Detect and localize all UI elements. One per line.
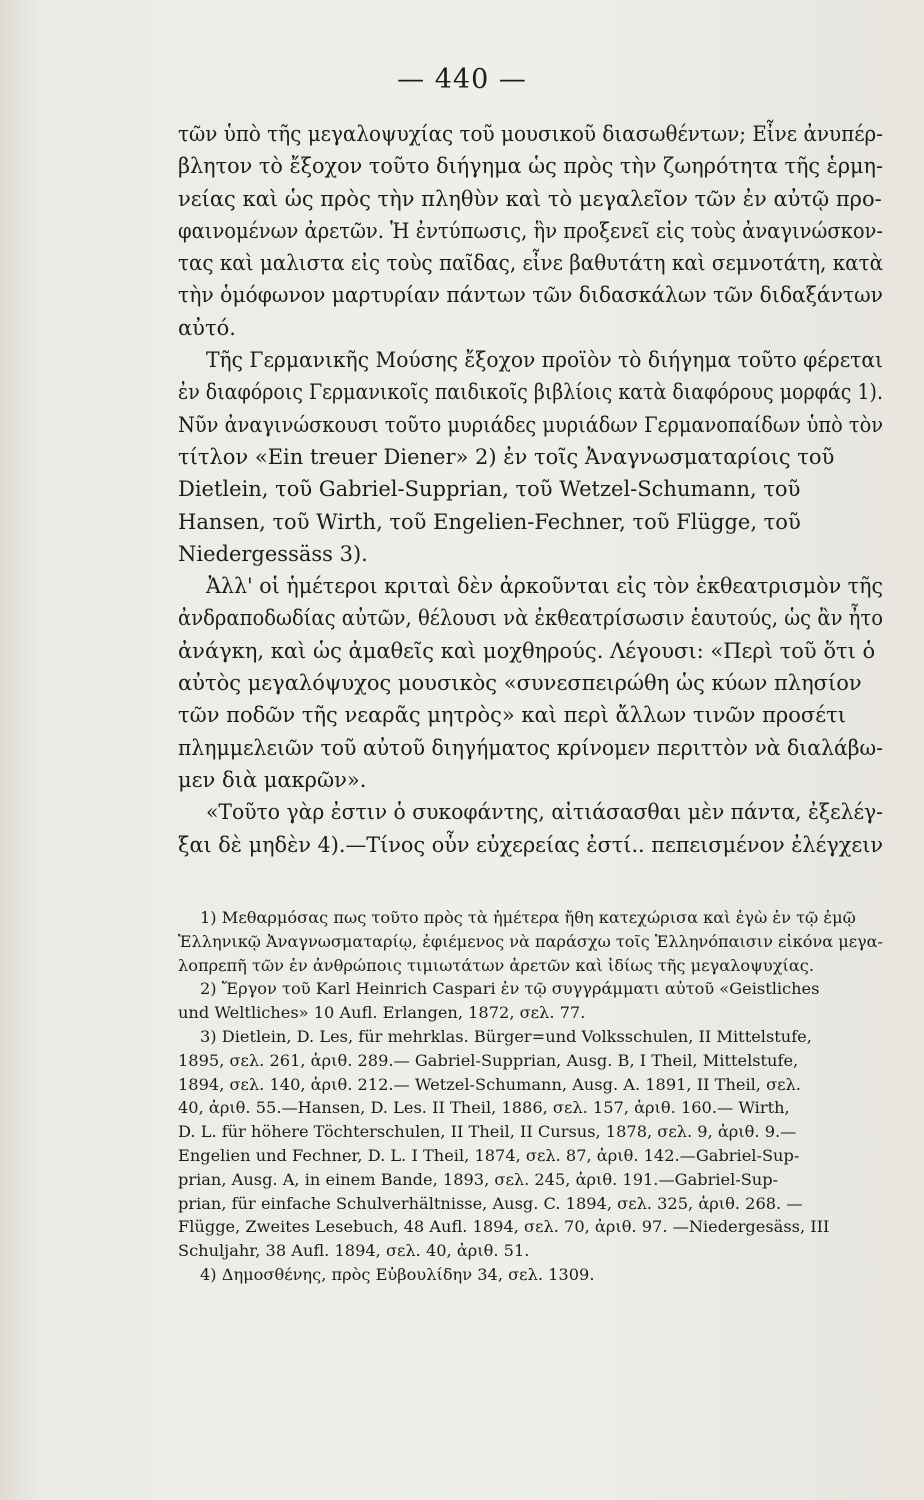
page-number: — 440 — [397,64,527,95]
text-line: βλητον τὸ ἔξοχον τοῦτο διήγημα ὡς πρὸς τὴν ζωηρότητα τῆς ἑρμη- [178,154,883,179]
text-line: τὴν ὁμόφωνον μαρτυρίαν πάντων τῶν διδασκάλων τῶν διδαξάντων [178,283,883,308]
text-line: Dietlein, τοῦ Gabriel-Supprian, τοῦ Wetzel-Schumann, τοῦ [178,477,801,502]
text-line: αὐτό. [178,315,236,340]
footnote-line: Engelien und Fechner, D. L. I Theil, 1874, σελ. 87, ἀριθ. 142.—Gabriel-Sup- [178,1145,800,1165]
text-line: μεν διὰ μακρῶν». [178,767,367,792]
footnote-line: Flügge, Zweites Lesebuch, 48 Aufl. 1894, σελ. 70, ἀριθ. 97. —Niedergesäss, III [178,1217,830,1237]
text-line: αὐτὸς μεγαλόψυχος μουσικὸς «συνεσπειρώθη ὡς κύων πλησίον [178,671,862,696]
text-line: τίτλον «Ein treuer Diener» 2) ἐν τοῖς Ἀναγνωσματαρίοις τοῦ [178,444,835,469]
text-line: Τῆς Γερμανικῆς Μούσης ἔξοχον προϊὸν τὸ διήγημα τοῦτο φέρεται [206,348,883,373]
text-line: Niedergessäss 3). [178,541,368,566]
text-line: ξαι δὲ μηδὲν 4).—Τίνος οὖν εὐχερείας ἐστί.. πεπεισμένον ἐλέγχειν [178,832,883,857]
footnote-line: 4) Δημοσθένης, πρὸς Εὐβουλίδην 34, σελ. 1309. [200,1264,595,1284]
footnote-line: D. L. für höhere Töchterschulen, II Theil, II Cursus, 1878, σελ. 9, ἀριθ. 9.— [178,1122,797,1142]
footnote-line: und Weltliches» 10 Aufl. Erlangen, 1872, σελ. 77. [178,1003,586,1023]
text-line: τας καὶ μαλιστα εἰς τοὺς παῖδας, εἶνε βαθυτάτη καὶ σεμνοτάτη, κατὰ [178,251,883,276]
text-line: νείας καὶ ὡς πρὸς τὴν πληθὺν καὶ τὸ μεγαλεῖον τῶν ἐν αὐτῷ προ- [178,186,882,211]
text-line: ἀνάγκη, καὶ ὡς ἀμαθεῖς καὶ μοχθηρούς. Λέγουσι: «Περὶ τοῦ ὅτι ὁ [178,638,876,663]
footnote-line: 1894, σελ. 140, ἀριθ. 212.— Wetzel-Schumann, Ausg. A. 1891, II Theil, σελ. [178,1074,801,1094]
main-text [178,118,883,861]
text-line: «Τοῦτο γὰρ ἐστιν ὁ συκοφάντης, αἰτιάσασθαι μὲν πάντα, ἐξελέγ- [206,800,883,825]
footnote-line: 3) Dietlein, D. Les, für mehrklas. Bürger=und Volksschulen, II Mittelstufe, [200,1026,812,1046]
text-line: φαινομένων ἀρετῶν. Ἡ ἐντύπωσις, ἣν προξενεῖ εἰς τοὺς ἀναγινώσκον- [178,218,883,243]
footnote-line: 2) Ἔργον τοῦ Karl Heinrich Caspari ἐν τῷ συγγράμματι αὐτοῦ «Geistliches [200,979,820,999]
text-line: τῶν ὑπὸ τῆς μεγαλοψυχίας τοῦ μουσικοῦ διασωθέντων; Εἶνε ἀνυπέρ- [178,122,883,146]
text-line: τῶν ποδῶν τῆς νεαρᾶς μητρὸς» καὶ περὶ ἄλλων τινῶν προσέτι [178,703,846,728]
footnote-line: 40, ἀριθ. 55.—Hansen, D. Les. II Theil, 1886, σελ. 157, ἀριθ. 160.— Wirth, [178,1098,790,1118]
text-line: Hansen, τοῦ Wirth, τοῦ Engelien-Fechner, τοῦ Flügge, τοῦ [178,509,801,534]
footnote-line: λοπρεπῆ τῶν ἐν ἀνθρώποις τιμιωτάτων ἀρετῶν καὶ ἰδίως τῆς μεγαλοψυχίας. [178,955,814,975]
footnote-line: Ἑλληνικῷ Ἀναγνωσματαρίῳ, ἐφιέμενος νὰ παράσχω τοῖς Ἑλληνόπαισιν εἰκόνα μεγα- [178,931,883,951]
text-line: Νῦν ἀναγινώσκουσι τοῦτο μυριάδες μυριάδων Γερμανοπαίδων ὑπὸ τὸν [178,412,883,437]
footnote-line: Schuljahr, 38 Aufl. 1894, σελ. 40, ἀριθ. 51. [178,1241,530,1261]
footnote-line: 1895, σελ. 261, ἀριθ. 289.— Gabriel-Supprian, Ausg. B, I Theil, Mittelstufe, [178,1050,799,1070]
footnotes [178,906,883,1287]
text-line: ἀνδραποδωδίας αὐτῶν, θέλουσι νὰ ἐκθεατρίσωσιν ἑαυτούς, ὡς ἂν ἦτο [178,606,883,631]
text-line: ἐν διαφόροις Γερμανικοῖς παιδικοῖς βιβλίοις κατὰ διαφόρους μορφάς 1). [178,380,883,405]
footnote-line: prian, Ausg. A, in einem Bande, 1893, σελ. 245, ἀριθ. 191.—Gabriel-Sup- [178,1169,779,1189]
footnote-line: prian, für einfache Schulverhältnisse, Ausg. C. 1894, σελ. 325, ἀριθ. 268. — [178,1193,803,1213]
text-line: Ἀλλ' οἱ ἡμέτεροι κριταὶ δὲν ἀρκοῦνται εἰς τὸν ἐκθεατρισμὸν τῆς [206,574,883,599]
text-line: πλημμελειῶν τοῦ αὐτοῦ διηγήματος κρίνομεν περιττὸν νὰ διαλάβω- [178,735,883,760]
footnote-line: 1) Μεθαρμόσας πως τοῦτο πρὸς τὰ ἡμέτερα ἤθη κατεχώρισα καὶ ἐγὼ ἐν τῷ ἐμῷ [200,908,856,927]
